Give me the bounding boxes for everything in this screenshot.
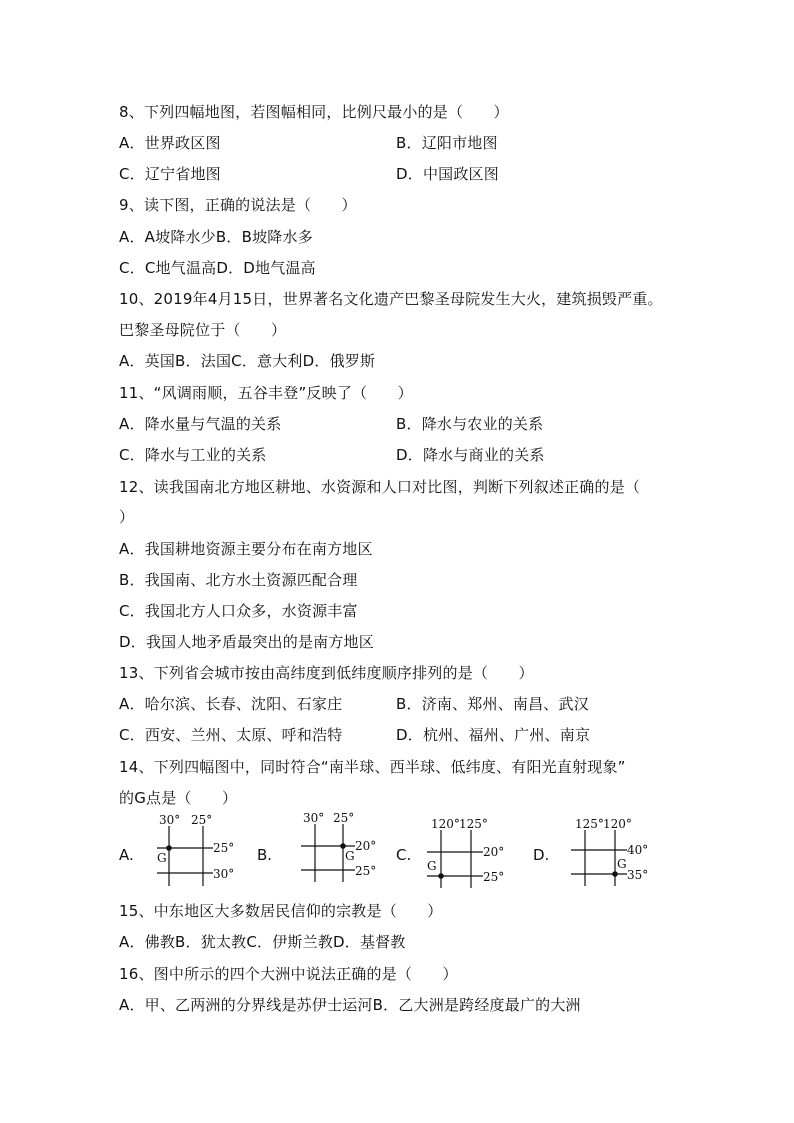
q14-a-top-right-label: 25° xyxy=(191,813,213,827)
q12-stem-line1: 12、读我国南北方地区耕地、水资源和人口对比图，判断下列叙述正确的是（ xyxy=(119,478,641,496)
q14-figure-d-letter: D. xyxy=(533,846,550,864)
q9-stem: 9、读下图，正确的说法是（ ） xyxy=(119,196,357,214)
q14-c-point-label: G xyxy=(427,859,437,873)
q16-stem: 16、图中所示的四个大洲中说法正确的是（ ） xyxy=(119,965,458,983)
q14-d-right-lower-label: 35° xyxy=(627,868,649,882)
q14-b-right-upper-label: 20° xyxy=(355,839,377,853)
q14-figure-a-grid xyxy=(149,812,249,892)
q14-a-point-label: G xyxy=(157,851,167,865)
q13-option-a: A．哈尔滨、长春、沈阳、石家庄 xyxy=(119,695,343,713)
q14-c-right-lower-label: 25° xyxy=(483,870,505,884)
q14-c-right-upper-label: 20° xyxy=(483,845,505,859)
q8-stem: 8、下列四幅地图，若图幅相同，比例尺最小的是（ ） xyxy=(119,103,509,121)
q14-figure-b-letter: B. xyxy=(257,846,273,864)
q11-option-b: B．降水与农业的关系 xyxy=(396,415,544,433)
q14-c-top-left-label: 120° xyxy=(431,817,460,831)
q14-d-top-right-label: 120° xyxy=(603,817,632,831)
q14-stem-line1: 14、下列四幅图中，同时符合“南半球、西半球、低纬度、有阳光直射现象” xyxy=(119,758,626,776)
q13-option-c: C．西安、兰州、太原、呼和浩特 xyxy=(119,726,343,744)
q15-stem: 15、中东地区大多数居民信仰的宗教是（ ） xyxy=(119,902,443,920)
q11-stem: 11、“风调雨顺，五谷丰登”反映了（ ） xyxy=(119,384,413,402)
q8-option-a: A．世界政区图 xyxy=(119,134,221,152)
q14-d-top-left-label: 125° xyxy=(575,817,604,831)
q11-option-d: D．降水与商业的关系 xyxy=(396,446,545,464)
q14-a-top-left-label: 30° xyxy=(159,813,181,827)
q14-b-right-lower-label: 25° xyxy=(355,864,377,878)
q14-a-right-upper-label: 25° xyxy=(213,841,235,855)
q14-b-top-left-label: 30° xyxy=(303,811,325,825)
q8-option-d: D．中国政区图 xyxy=(396,165,499,183)
q9-options-ab: A．A坡降水少B．B坡降水多 xyxy=(119,228,313,246)
q14-figure-c-grid xyxy=(419,812,529,892)
q11-option-a: A．降水量与气温的关系 xyxy=(119,415,282,433)
q14-c-top-right-label: 125° xyxy=(459,817,488,831)
q11-option-c: C．降水与工业的关系 xyxy=(119,446,267,464)
q14-figure-d-grid xyxy=(567,812,677,892)
q14-figure-a-letter: A. xyxy=(119,846,134,864)
q9-options-cd: C．C地气温高D．D地气温高 xyxy=(119,259,316,277)
q13-option-b: B．济南、郑州、南昌、武汉 xyxy=(396,695,589,713)
q10-stem-line1: 10、2019年4月15日，世界著名文化遗产巴黎圣母院发生大火，建筑损毁严重。 xyxy=(119,290,663,308)
q14-stem-line2: 的G点是（ ） xyxy=(119,789,238,807)
q14-figures xyxy=(119,812,679,892)
q8-option-c: C．辽宁省地图 xyxy=(119,165,221,183)
q12-stem-line2: ） xyxy=(119,508,135,526)
q13-option-d: D．杭州、福州、广州、南京 xyxy=(396,726,591,744)
q14-b-top-right-label: 25° xyxy=(333,811,355,825)
q14-b-point-label: G xyxy=(345,849,355,863)
q12-option-c: C．我国北方人口众多，水资源丰富 xyxy=(119,602,358,620)
q14-a-right-lower-label: 30° xyxy=(213,867,235,881)
q10-stem-line2: 巴黎圣母院位于（ ） xyxy=(119,321,287,339)
q15-options: A．佛教B．犹太教C．伊斯兰教D．基督教 xyxy=(119,933,406,951)
q12-option-a: A．我国耕地资源主要分布在南方地区 xyxy=(119,540,373,558)
q10-options: A．英国B．法国C．意大利D．俄罗斯 xyxy=(119,352,376,370)
q14-d-point-label: G xyxy=(617,857,627,871)
q13-stem: 13、下列省会城市按由高纬度到低纬度顺序排列的是（ ） xyxy=(119,664,534,682)
q14-figure-b-grid xyxy=(295,812,395,892)
q14-figure-c-letter: C. xyxy=(396,846,412,864)
q16-options-ab: A．甲、乙两洲的分界线是苏伊士运河B．乙大洲是跨经度最广的大洲 xyxy=(119,996,581,1014)
q8-option-b: B．辽阳市地图 xyxy=(396,134,498,152)
q12-option-d: D．我国人地矛盾最突出的是南方地区 xyxy=(119,633,374,651)
q12-option-b: B．我国南、北方水土资源匹配合理 xyxy=(119,571,358,589)
q14-d-right-upper-label: 40° xyxy=(627,843,649,857)
